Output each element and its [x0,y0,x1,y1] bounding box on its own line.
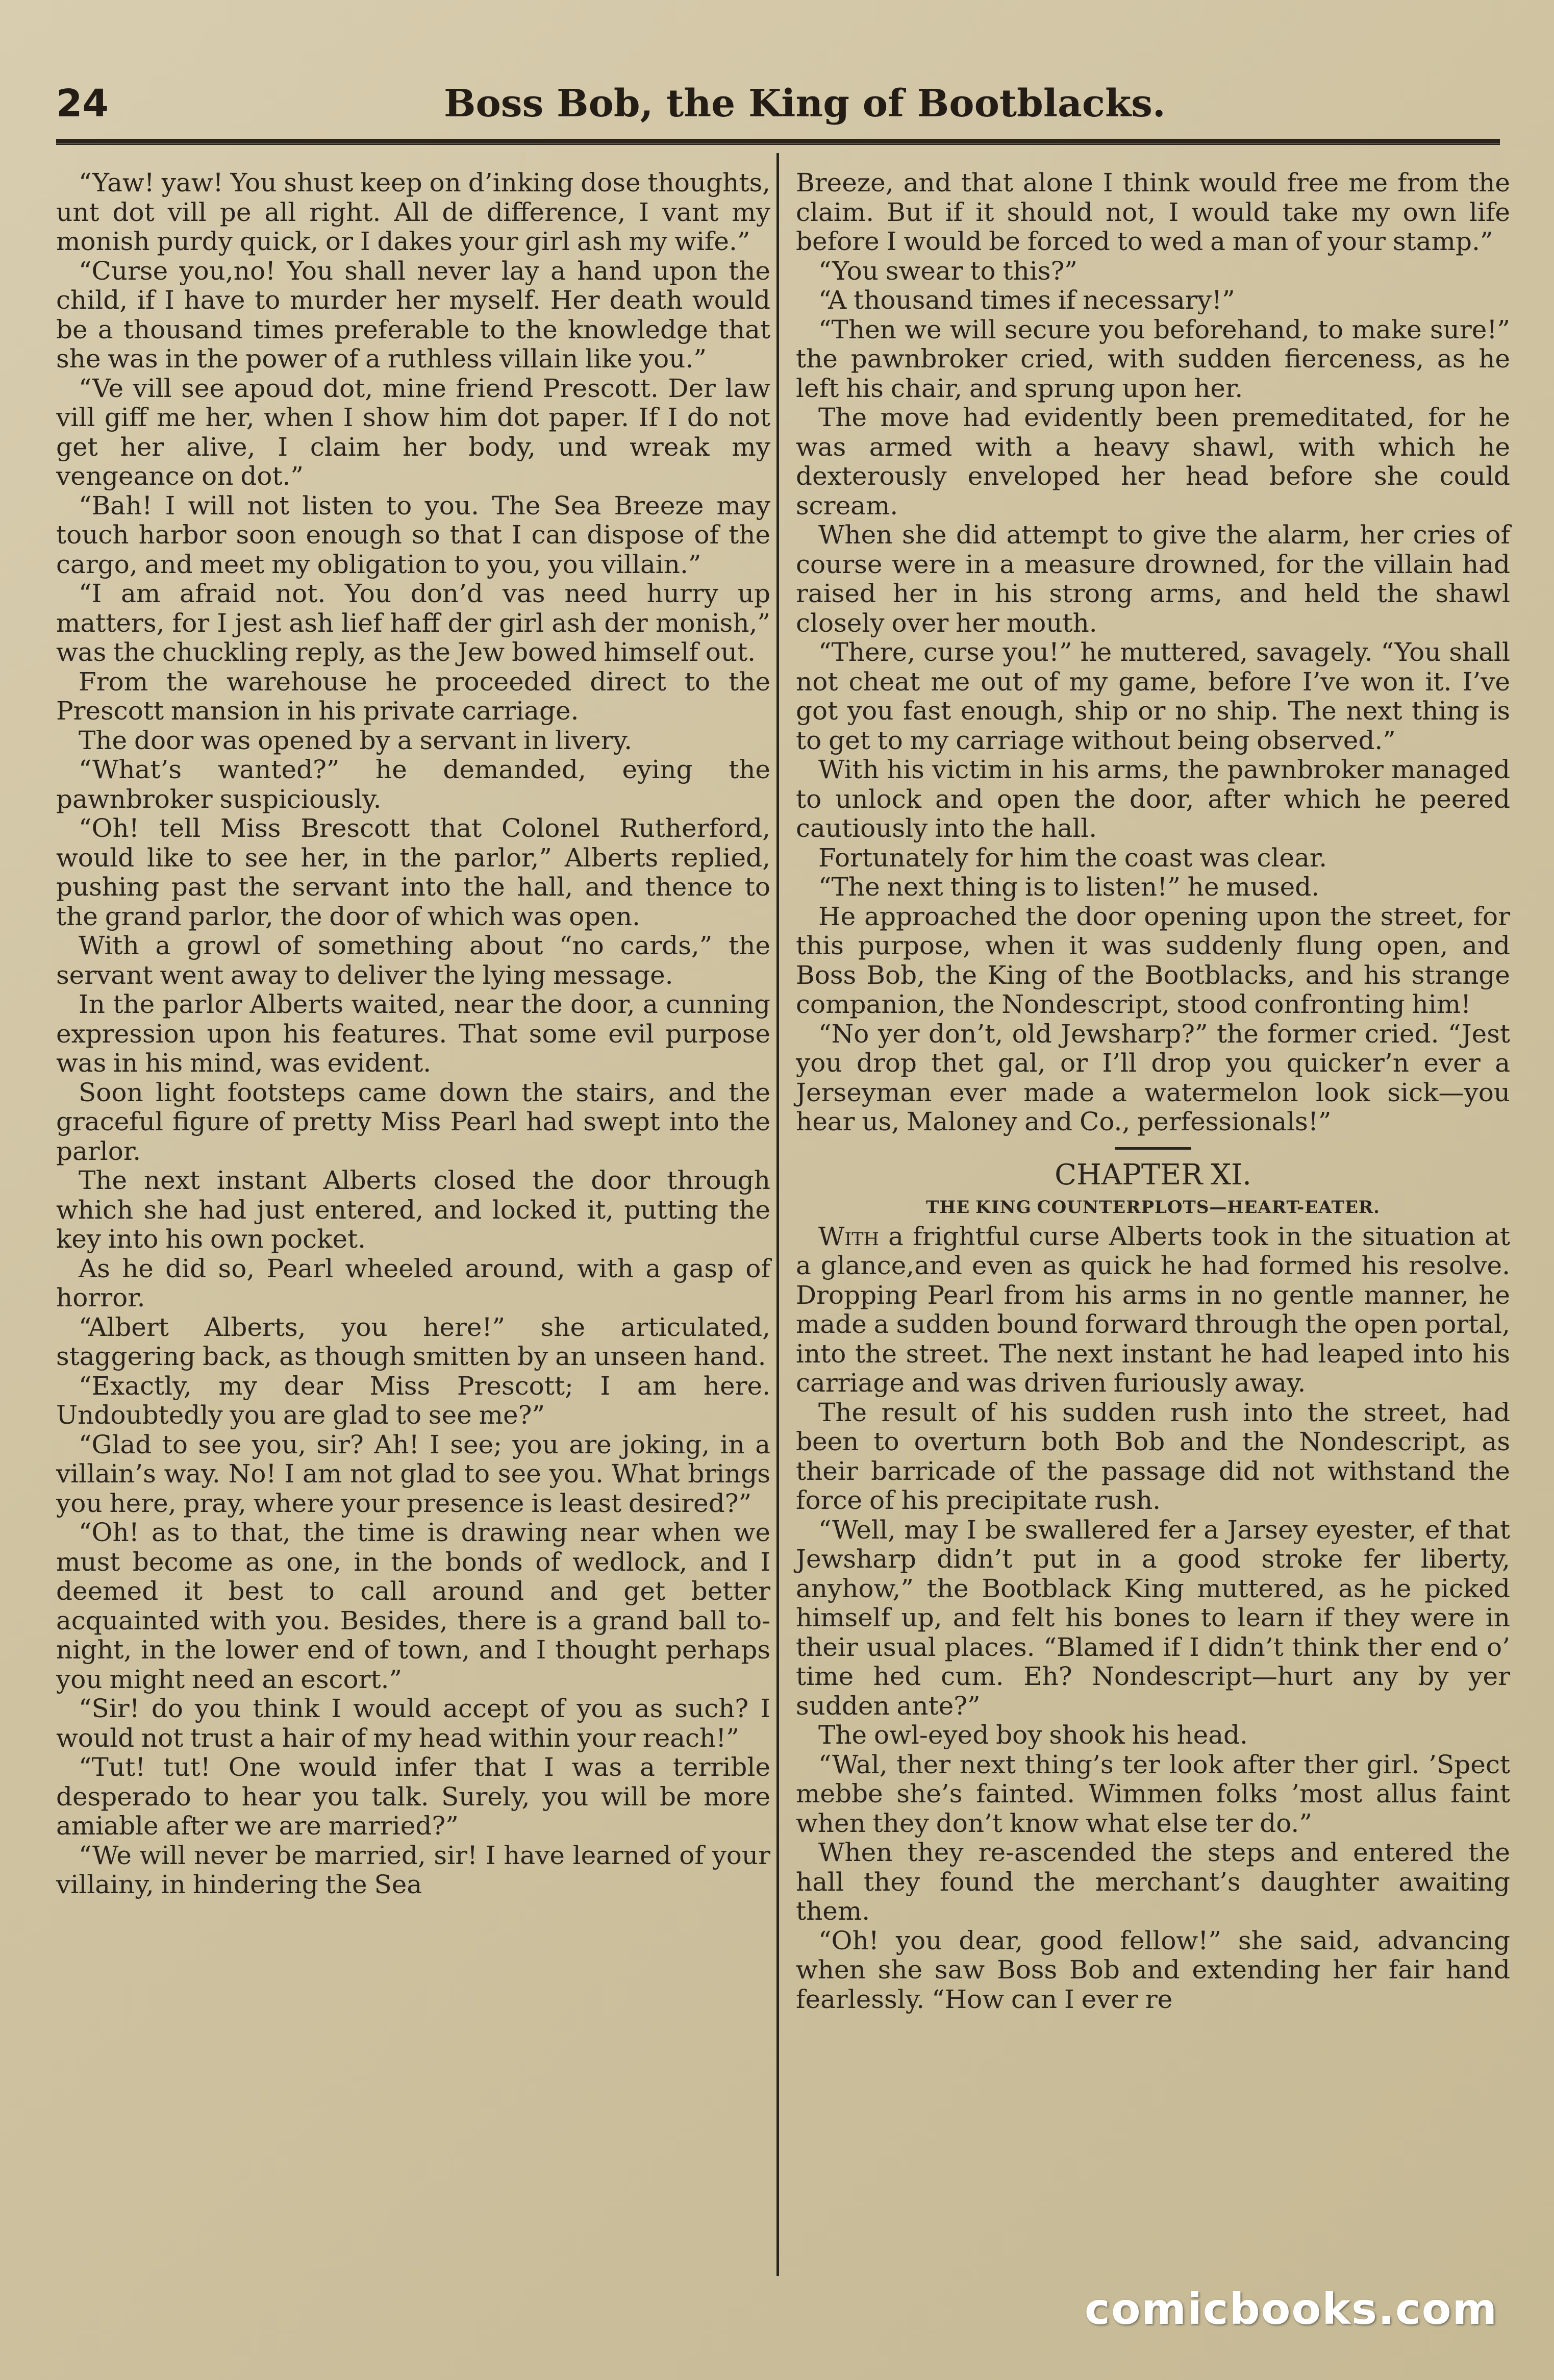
paragraph: When they re-ascended the steps and entered the hall they found the merchant’s daughter awaiting them. [796,1838,1510,1926]
paragraph: With his victim in his arms, the pawnbroker managed to unlock and open the door, after which he peered cautiously into the hall. [796,755,1510,843]
paragraph: “Wal, ther next thing’s ter look after ther girl. ’Spect mebbe she’s fainted. Wimmen folks ’most allus faint when they don’t know what else ter do.” [796,1749,1510,1838]
running-title: Boss Bob, the King of Bootblacks. [444,82,1166,126]
chapter-heading: CHAPTER XI. [1055,1158,1251,1192]
paragraph: “The next thing is to listen!” he mused. [818,872,1320,902]
page-header [56,71,1500,133]
paragraph: “Oh! you dear, good fellow!” she said, advancing when she saw Boss Bob and extending her fair hand fearlessly. “How can I ever re [796,1925,1510,2014]
paragraph: “Glad to see you, sir? Ah! I see; you are joking, in a villain’s way. No! I am not glad to see you. What brings you here, pray, where your presence is least desired?” [56,1429,770,1518]
chapter-opening-paragraph [796,1222,1510,1398]
paragraph-continued: Breeze, and that alone I think would free me from the claim. But if it should not, I would take my own life before I would be forced to wed a man of your stamp.” [796,168,1510,256]
paragraph: “Ve vill see apoud dot, mine friend Prescott. Der law vill giff me her, when I show him dot paper. If I do not get her alive, I claim her body, und wreak my vengeance on dot.” [56,373,770,491]
paragraph: He approached the door opening upon the street, for this purpose, when it was suddenly flung open, and Boss Bob, the King of the Bootblacks, and his strange companion, the Nondescript, stood confronting him! [796,901,1510,1019]
paragraph: “What’s wanted?” he demanded, eying the pawnbroker suspiciously. [56,755,770,814]
site-watermark: comicbooks.com [1085,2284,1498,2334]
header-rule [56,139,1500,145]
paragraph: “Albert Alberts, you here!” she articulated, staggering back, as though smitten by an unseen hand. [56,1312,770,1371]
opening-text: a frightful curse Alberts took in the situation at a glance,and even as quick he had formed his resolve. Dropping Pearl from his arms in no gentle manner, he made a sudden bound forward through the open portal, into the street. The next instant he had leaped into his carriage and was driven furiously away. [796,1221,1510,1398]
right-column [796,168,1510,2014]
paragraph: From the warehouse he proceeded direct to the Prescott mansion in his private carriage. [56,666,770,726]
paragraph: “Oh! tell Miss Brescott that Colonel Rutherford, would like to see her, in the parlor,” Alberts replied, pushing past the servant into the hall, and thence to the grand parlor, the door of which was open. [56,813,770,931]
section-rule [1115,1147,1191,1150]
paragraph: With a growl of something about “no cards,” the servant went away to deliver the lying message. [56,931,770,990]
paragraph: As he did so, Pearl wheeled around, with a gasp of horror. [56,1253,770,1312]
paragraph: “Exactly, my dear Miss Prescott; I am here. Undoubtedly you are glad to see me?” [56,1371,770,1430]
left-column [56,168,770,1900]
paragraph: “A thousand times if necessary!” [818,285,1235,315]
paragraph: “Then we will secure you beforehand, to make sure!” the pawnbroker cried, with sudden fierceness, as he left his chair, and sprung upon her. [796,314,1510,403]
paragraph: “We will never be married, sir! I have learned of your villainy, in hindering the Sea [56,1840,770,1899]
paragraph: The next instant Alberts closed the door through which she had just entered, and locked it, putting the key into his own pocket. [56,1166,770,1254]
paragraph: Soon light footsteps came down the stairs, and the graceful figure of pretty Miss Pearl had swept into the parlor. [56,1077,770,1166]
paragraph: “Curse you,no! You shall never lay a hand upon the child, if I have to murder her myself. Her death would be a thousand times preferable to the knowledge that she was in the power of a ruthless villain like you.” [56,256,770,374]
paragraph: The owl-eyed boy shook his head. [818,1720,1248,1750]
page-number: 24 [56,82,109,126]
paragraph: “Tut! tut! One would infer that I was a terrible desperado to hear you talk. Surely, you will be more amiable after we are married?” [56,1752,770,1841]
paragraph: “Well, may I be swallered fer a Jarsey eyester, ef that Jewsharp didn’t put in a good stroke fer liberty, anyhow,” the Bootblack King muttered, as he picked himself up, and felt his bones to learn if they were in their usual places. “Blamed if I didn’t think ther end o’ time hed cum. Eh? Nondescript—hurt any by yer sudden ante?” [796,1515,1510,1721]
paragraph: “Oh! as to that, the time is drawing near when we must become as one, in the bonds of wedlock, and I deemed it best to call around and get better acquainted with you. Besides, there is a grand ball to-night, in the lower end of town, and I thought perhaps you might need an escort.” [56,1518,770,1694]
paragraph: “No yer don’t, old Jewsharp?” the former cried. “Jest you drop thet gal, or I’ll drop you quicker’n ever a Jerseyman ever made a watermelon look sick—you hear us, Maloney and Co., perfessionals!” [796,1019,1510,1136]
paragraph: When she did attempt to give the alarm, her cries of course were in a measure drowned, for the villain had raised her in his strong arms, and held the shawl closely over her mouth. [796,520,1510,638]
paragraph: “Bah! I will not listen to you. The Sea Breeze may touch harbor soon enough so that I can dispose of the cargo, and meet my obligation to you, you villain.” [56,490,770,579]
paragraph: Fortunately for him the coast was clear. [818,842,1327,873]
paragraph: “Sir! do you think I would accept of you as such? I would not trust a hair of my head within your reach!” [56,1694,770,1753]
chapter-subtitle: THE KING COUNTERPLOTS—HEART-EATER. [925,1197,1380,1218]
column-divider [776,153,779,2276]
paragraph: “Yaw! yaw! You shust keep on d’inking dose thoughts, unt dot vill pe all right. All de difference, I vant my monish purdy quick, or I dakes your girl ash my wife.” [56,168,770,256]
paragraph: “You swear to this?” [818,256,1077,286]
opening-word: With [818,1221,880,1251]
paragraph: The move had evidently been premeditated, for he was armed with a heavy shawl, with which he dexterously enveloped her head before she could scream. [796,403,1510,520]
paragraph: The door was opened by a servant in livery. [79,725,633,755]
paragraph: The result of his sudden rush into the street, had been to overturn both Bob and the Nondescript, as their barricade of the passage did not withstand the force of his precipitate rush. [796,1397,1510,1515]
paragraph: “I am afraid not. You don’d vas need hurry up matters, for I jest ash lief haff der girl ash der monish,” was the chuckling reply, as the Jew bowed himself out. [56,579,770,667]
paragraph: In the parlor Alberts waited, near the door, a cunning expression upon his features. That some evil purpose was in his mind, was evident. [56,989,770,1078]
paragraph: “There, curse you!” he muttered, savagely. “You shall not cheat me out of my game, before I’ve won it. I’ve got you fast enough, ship or no ship. The next thing is to get to my carriage without being observed.” [796,637,1510,755]
